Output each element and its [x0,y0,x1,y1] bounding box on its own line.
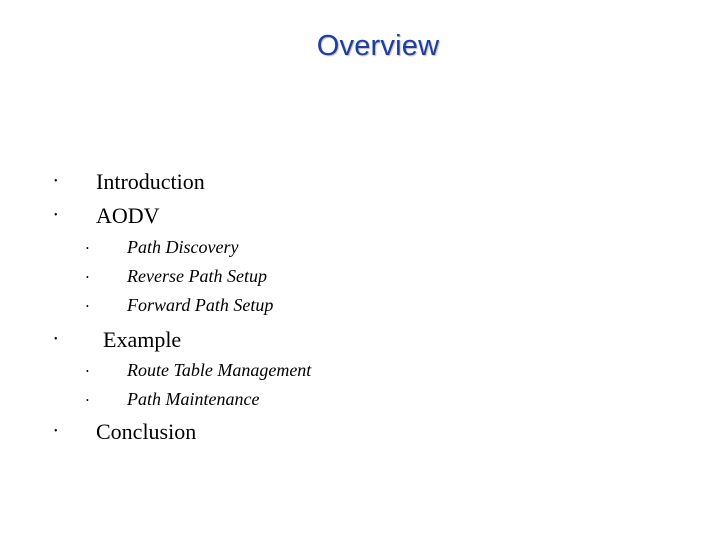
sub-bullet-icon: • [86,302,89,311]
bullet-icon: • [54,426,58,437]
item-example: Example [103,327,182,352]
bullet-icon: • [54,210,58,221]
slide-title: Overview [316,30,440,62]
sub-bullet-icon: • [86,367,89,376]
sub-bullet-icon: • [86,244,89,253]
sub-bullet-icon: • [86,396,89,405]
item-conclusion: Conclusion [96,419,197,444]
subitem-forward-path-setup: Forward Path Setup [127,295,274,315]
sub-bullet-icon: • [86,273,89,282]
bullet-icon: • [54,176,58,187]
subitem-path-discovery: Path Discovery [127,237,239,257]
bullet-icon: • [54,334,58,345]
subitem-path-maintenance: Path Maintenance [127,389,260,409]
subitem-route-table-management: Route Table Management [127,360,312,380]
item-introduction: Introduction [96,169,205,194]
item-aodv: AODV [96,203,160,228]
subitem-reverse-path-setup: Reverse Path Setup [127,266,267,286]
